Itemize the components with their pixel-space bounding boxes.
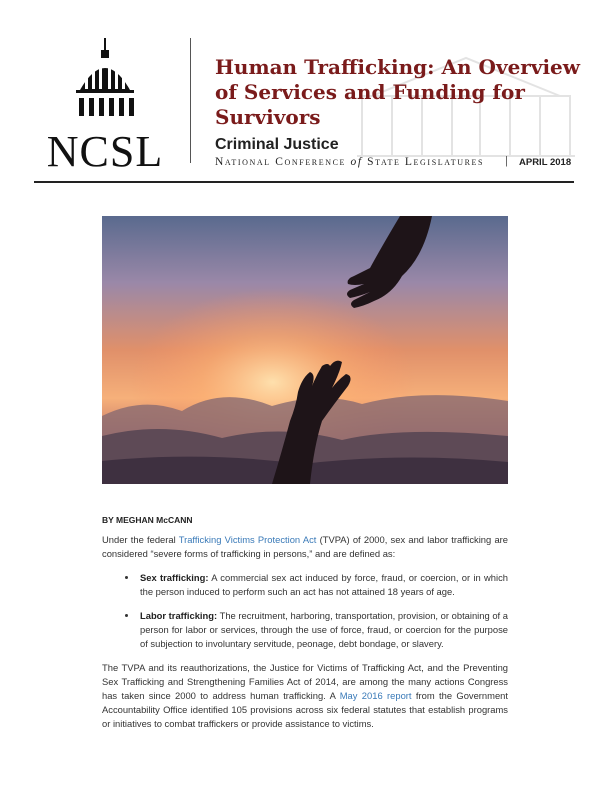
title-block [215,55,595,154]
capitol-dome-icon [70,38,140,128]
list-item-labor-trafficking [138,609,508,651]
closing-text-after: from the Government Accountability Office identified 105 provisions across six federal statutes that establish programs or initiatives to combat traffickers or provide assistance to victims. [102,690,508,729]
article-body [102,533,508,741]
page-title: Human Trafficking: An Overview of Services and Funding for Survivors [215,55,580,129]
logo-wordmark: NCSL [46,127,164,176]
byline: BY MEGHAN McCANN [102,515,193,525]
header-separator: | [505,155,508,167]
intro-paragraph [102,533,508,561]
header-divider [190,38,191,163]
intro-text-after: (TVPA) of 2000, sex and labor trafficking are considered “severe forms of trafficking in persons,” and are defined as: [102,534,508,559]
org-name-part2: State Legislatures [367,156,485,168]
organization-name [215,156,484,168]
tvpa-link[interactable]: Trafficking Victims Protection Act [178,534,317,545]
org-name-of: of [350,156,363,168]
closing-paragraph [102,661,508,731]
definition-sex-trafficking: A commercial sex act induced by force, fraud, or coercion, or in which the person induced to perform such an act has not attained 18 years of age. [140,572,509,597]
definition-labor-trafficking: The recruitment, harboring, transportation, provision, or obtaining of a person for labor or services, through the use of force, fraud, or coercion for the purpose of subjection to involuntary servitude, peonage, debt bondage, or slavery. [140,610,508,649]
header-rule [34,181,574,183]
term-labor-trafficking: Labor trafficking: [140,610,218,621]
term-sex-trafficking: Sex trafficking: [140,572,209,583]
definition-list [102,571,508,651]
publication-date: APRIL 2018 [519,157,572,168]
intro-text-before: Under the federal [102,534,179,545]
reaching-hands-sunset-icon [102,216,508,484]
gao-report-link[interactable]: May 2016 report [339,690,412,701]
list-item-sex-trafficking [138,571,508,599]
org-name-part1: National Conference [215,156,347,168]
ncsl-logo [30,38,180,176]
hero-image [102,216,508,484]
page-subtitle: Criminal Justice [215,136,339,153]
closing-text-before: The TVPA and its reauthorizations, the Justice for Victims of Trafficking Act, and the Preventing Sex Trafficking and Strengthening Families Act of 2014, are among the many actions Congress has taken since 2000 to address human trafficking. A [102,662,508,701]
